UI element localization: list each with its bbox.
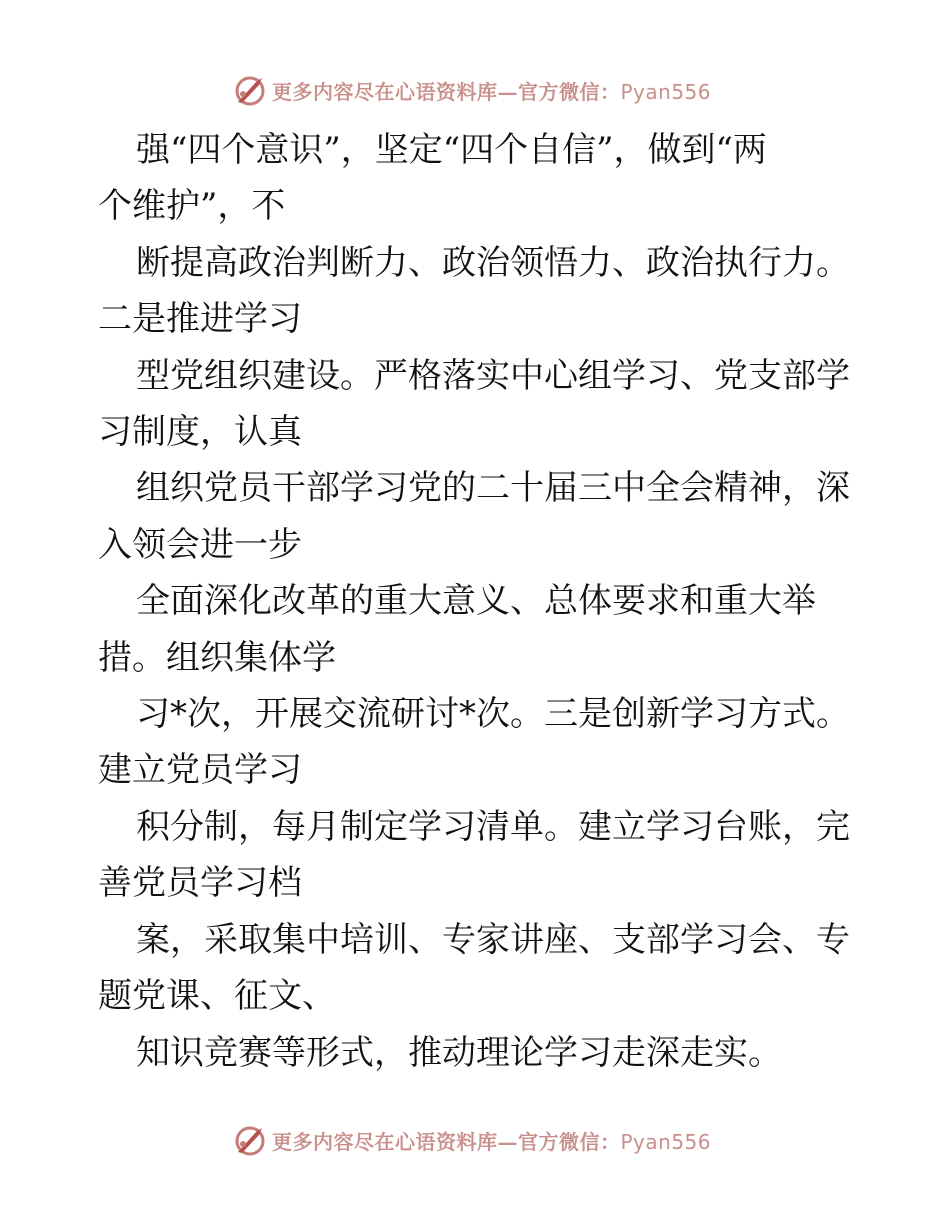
text-line: 题党课、征文、 bbox=[98, 976, 336, 1017]
text-line: 习*次，开展交流研讨*次。三是创新学习方式。 bbox=[136, 694, 850, 735]
header-banner bbox=[232, 71, 711, 109]
footer-banner-text bbox=[272, 1126, 711, 1155]
header-banner-label: 更多内容尽在心语资料库—官方微信： bbox=[272, 79, 621, 104]
text-line: 措。组织集体学 bbox=[98, 637, 336, 678]
text-line: 二是推进学习 bbox=[98, 299, 302, 340]
text-line: 案，采取集中培训、专家讲座、支部学习会、专 bbox=[136, 919, 850, 960]
header-banner-text bbox=[272, 76, 711, 105]
text-line: 知识竞赛等形式，推动理论学习走深走实。 bbox=[136, 1032, 782, 1073]
text-line: 全面深化改革的重大意义、总体要求和重大举 bbox=[136, 581, 816, 622]
text-line: 个维护”，不 bbox=[98, 186, 286, 227]
footer-banner-handle: Pyan556 bbox=[620, 1129, 712, 1154]
text-line: 建立党员学习 bbox=[98, 750, 302, 791]
text-line: 强“四个意识”，坚定“四个自信”，做到“两 bbox=[136, 130, 767, 170]
footer-banner bbox=[232, 1121, 711, 1159]
footer-banner-label: 更多内容尽在心语资料库—官方微信： bbox=[272, 1129, 621, 1154]
text-line: 入领会进一步 bbox=[98, 524, 302, 565]
body-paragraph bbox=[98, 122, 858, 1081]
brush-circle-logo-icon bbox=[232, 1122, 268, 1158]
text-line: 善党员学习档 bbox=[98, 863, 302, 904]
text-line: 断提高政治判断力、政治领悟力、政治执行力。 bbox=[136, 242, 850, 283]
text-line: 组织党员干部学习党的二十届三中全会精神，深 bbox=[136, 468, 850, 509]
text-line: 型党组织建设。严格落实中心组学习、党支部学 bbox=[136, 355, 850, 396]
header-banner-handle: Pyan556 bbox=[620, 79, 712, 104]
text-line: 习制度，认真 bbox=[98, 412, 302, 453]
text-line: 积分制，每月制定学习清单。建立学习台账，完 bbox=[136, 806, 850, 847]
brush-circle-logo-icon bbox=[232, 72, 268, 108]
